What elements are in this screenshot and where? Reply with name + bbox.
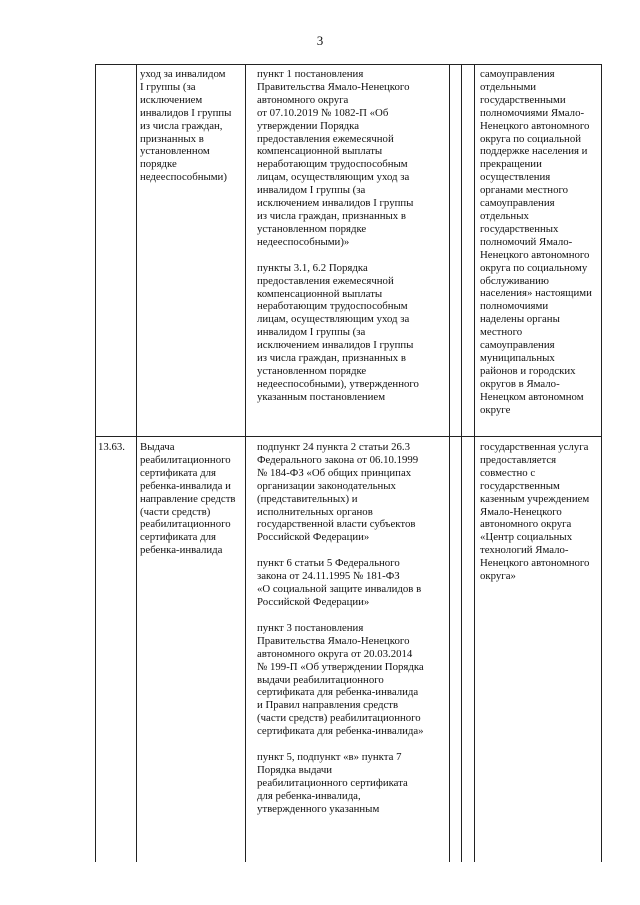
legal-basis-paragraph: подпункт 24 пункта 2 статьи 26.3 Федерального закона от 06.10.1999 № 184-ФЗ «Об общих принципах организации законодательных (представительных) и исполнительных органов государственной власти субъектов Российской Федерации» bbox=[257, 441, 419, 544]
legal-basis-paragraph: пункт 3 постановления Правительства Ямало-Ненецкого автономного округа от 20.03.2014 № 199-П «Об утверждении Порядка выдачи реабилитационного сертификата для ребенка-инвалида и Правил направления средств (части средств) реабилитационного сертификата для ребенка-инвалида» bbox=[257, 621, 424, 738]
column-divider bbox=[245, 64, 246, 862]
legal-basis-paragraph: пункт 6 статьи 5 Федерального закона от 24.11.1995 № 181-ФЗ «О социальной защите инвалидов в Российской Федерации» bbox=[257, 557, 422, 608]
column-divider bbox=[136, 64, 137, 862]
legal-basis-paragraph: пункт 5, подпункт «в» пункта 7 Порядка выдачи реабилитационного сертификата для ребенка-инвалида, утвержденного указанным bbox=[257, 751, 408, 815]
row-1-service: уход за инвалидом I группы (за исключением инвалидов I группы из числа граждан, признанных в установленном порядке недееспособными) bbox=[140, 68, 232, 184]
row-1-note: самоуправления отдельными государственными полномочиями Ямало- Ненецкого автономного округа по социальной поддержке населения и прекращении осуществления органами местного самоуправления отдельных государственных полномочий Ямало- Ненецкого автономного округа по социальному обслуживанию населения» настоящими полномочиями наделены органы местного самоуправления муниципальных районов и городских округов в Ямало- Ненецком автономном округе bbox=[480, 68, 592, 416]
page-number: 3 bbox=[316, 33, 324, 48]
row-2-basis bbox=[257, 441, 447, 816]
legal-basis-paragraph: пункт 1 постановления Правительства Ямало-Ненецкого автономного округа от 07.10.2019 № 1082-П «Об утверждении Порядка предоставления ежемесячной компенсационной выплаты неработающим трудоспособным лицам, осуществляющим уход за инвалидом I группы (за исключением инвалидов I группы из числа граждан, признанных в установленном порядке недееспособными)» bbox=[257, 68, 414, 248]
column-divider bbox=[449, 64, 450, 862]
row-2-note: государственная услуга предоставляется совместно с государственным казенным учреждением Ямало-Ненецкого автономного округа «Центр социальных технологий Ямало- Ненецкого автономного округа» bbox=[480, 441, 590, 583]
row-2-number: 13.63. bbox=[98, 441, 125, 453]
row-1-basis bbox=[257, 68, 447, 404]
table-border-top bbox=[95, 64, 602, 65]
table-border-right bbox=[601, 64, 602, 862]
table-border-left bbox=[95, 64, 96, 862]
column-divider bbox=[461, 64, 462, 862]
legal-basis-paragraph: пункты 3.1, 6.2 Порядка предоставления ежемесячной компенсационной выплаты неработающим трудоспособным лицам, осуществляющим уход за инвалидом I группы (за исключением инвалидов I группы из числа граждан, признанных в установленном порядке недееспособными), утвержденного указанным постановлением bbox=[257, 261, 419, 403]
row-divider bbox=[95, 436, 602, 437]
column-divider bbox=[474, 64, 475, 862]
row-2-service: Выдача реабилитационного сертификата для ребенка-инвалида и направление средств (части средств) реабилитационного сертификата для ребенка-инвалида bbox=[140, 441, 236, 557]
